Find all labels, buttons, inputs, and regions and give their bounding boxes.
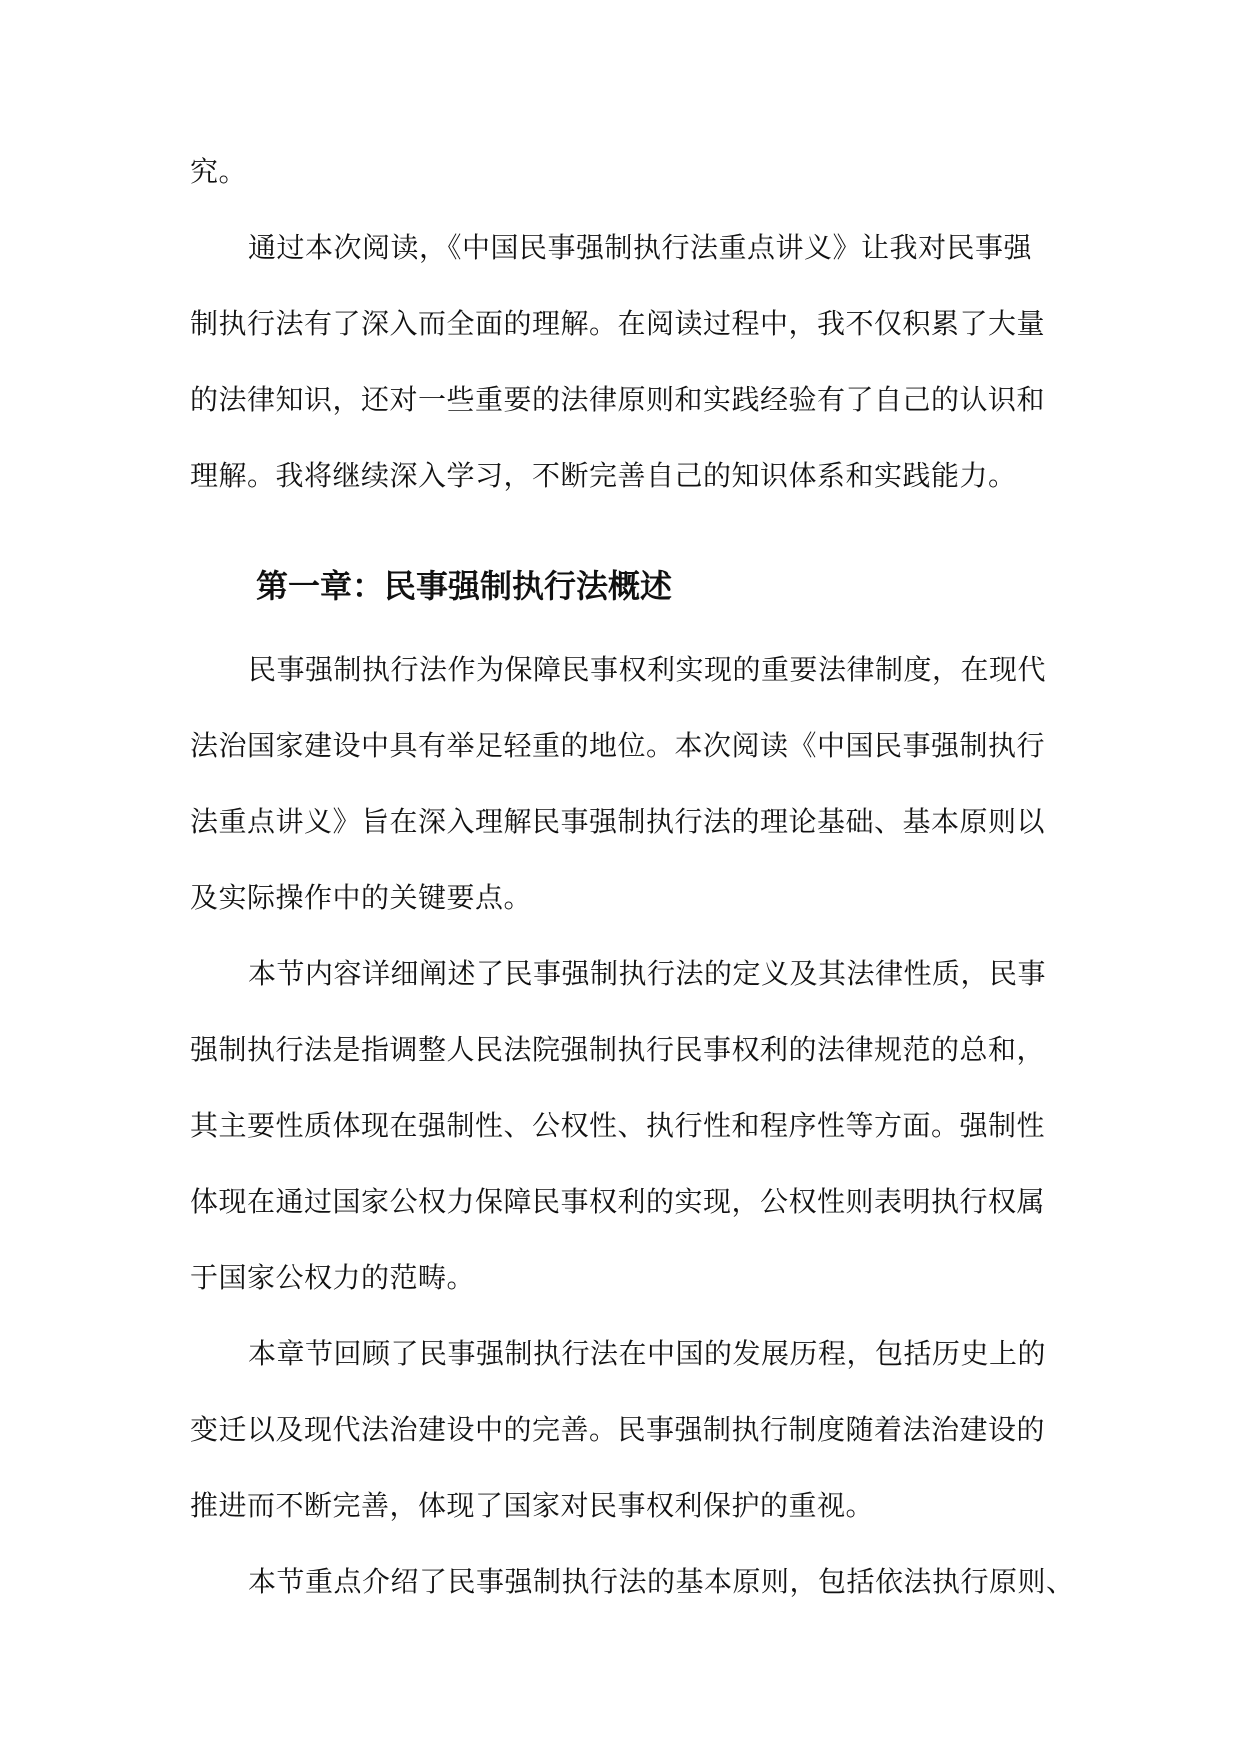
paragraph-line: 法治国家建设中具有举足轻重的地位。本次阅读《中国民事强制执行 (190, 729, 1046, 762)
paragraph-line: 于国家公权力的范畴。 (190, 1261, 476, 1294)
paragraph-line: 其主要性质体现在强制性、公权性、执行性和程序性等方面。强制性 (190, 1109, 1046, 1142)
paragraph-line: 民事强制执行法作为保障民事权利实现的重要法律制度，在现代 (248, 653, 1047, 686)
paragraph-line: 法重点讲义》旨在深入理解民事强制执行法的理论基础、基本原则以 (190, 805, 1046, 838)
paragraph-line: 推进而不断完善，体现了国家对民事权利保护的重视。 (190, 1489, 875, 1522)
paragraph-line: 本节内容详细阐述了民事强制执行法的定义及其法律性质，民事 (248, 957, 1047, 990)
paragraph-line: 通过本次阅读，《中国民事强制执行法重点讲义》让我对民事强 (248, 231, 1033, 264)
paragraph-line: 本节重点介绍了民事强制执行法的基本原则，包括依法执行原则、 (248, 1565, 1075, 1598)
paragraph-line: 的法律知识，还对一些重要的法律原则和实践经验有了自己的认识和 (190, 383, 1046, 416)
paragraph-line: 体现在通过国家公权力保障民事权利的实现，公权性则表明执行权属 (190, 1185, 1046, 1218)
paragraph-line: 理解。我将继续深入学习，不断完善自己的知识体系和实践能力。 (190, 459, 1017, 492)
paragraph-line: 变迁以及现代法治建设中的完善。民事强制执行制度随着法治建设的 (190, 1413, 1046, 1446)
chapter-heading: 第一章：民事强制执行法概述 (256, 567, 673, 605)
paragraph-line: 强制执行法是指调整人民法院强制执行民事权利的法律规范的总和， (190, 1033, 1046, 1066)
paragraph-line: 究。 (190, 155, 248, 188)
paragraph-line: 制执行法有了深入而全面的理解。在阅读过程中，我不仅积累了大量 (190, 307, 1046, 340)
paragraph-line: 及实际操作中的关键要点。 (190, 881, 533, 914)
paragraph-line: 本章节回顾了民事强制执行法在中国的发展历程，包括历史上的 (248, 1337, 1047, 1370)
